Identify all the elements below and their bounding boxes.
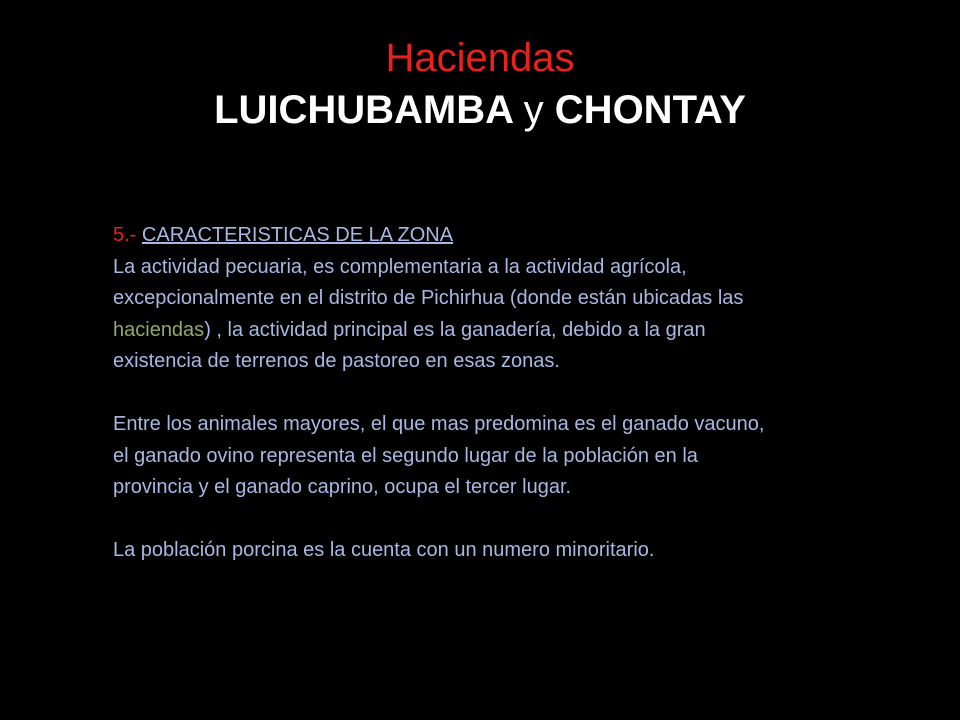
title-name-luichubamba: LUICHUBAMBA bbox=[214, 88, 513, 132]
text-line: excepcionalmente en el distrito de Pichirhua (donde están ubicadas las bbox=[113, 287, 744, 309]
highlight-haciendas: haciendas bbox=[113, 318, 205, 341]
title-line-names bbox=[0, 84, 960, 136]
text-line: La población porcina es la cuenta con un numero minoritario. bbox=[113, 539, 655, 561]
section-heading bbox=[113, 220, 913, 252]
paragraph-2 bbox=[113, 409, 913, 504]
text-line: existencia de terrenos de pastoreo en esas zonas. bbox=[113, 350, 560, 372]
paragraph-3 bbox=[113, 535, 913, 567]
text-line: provincia y el ganado caprino, ocupa el tercer lugar. bbox=[113, 476, 572, 498]
text-line bbox=[113, 315, 913, 347]
slide-body bbox=[113, 220, 913, 598]
paragraph-1 bbox=[113, 220, 913, 378]
text-line-rest: ) , la actividad principal es la ganadería, debido a la gran bbox=[204, 318, 706, 341]
section-number: 5.- bbox=[113, 224, 137, 246]
text-line: Entre los animales mayores, el que mas predomina es el ganado vacuno, bbox=[113, 413, 765, 435]
text-line: La actividad pecuaria, es complementaria a la actividad agrícola, bbox=[113, 255, 687, 278]
slide-title bbox=[0, 32, 960, 136]
title-name-chontay: CHONTAY bbox=[554, 88, 746, 132]
text-line: el ganado ovino representa el segundo lugar de la población en la bbox=[113, 444, 698, 467]
title-conjunction: y bbox=[523, 88, 544, 132]
title-line-haciendas: Haciendas bbox=[385, 36, 575, 80]
section-heading-text: CARACTERISTICAS DE LA ZONA bbox=[141, 224, 454, 246]
